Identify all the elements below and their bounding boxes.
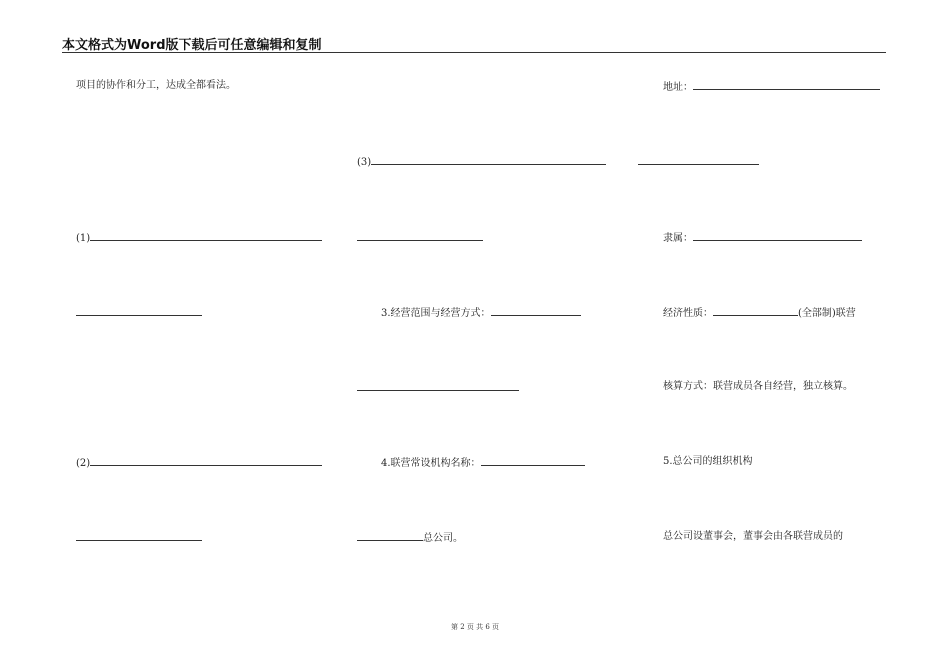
item-2-continuation: [76, 531, 202, 545]
item-2-continuation-blank: [76, 531, 202, 541]
economic-nature-suffix: (全部制)联营: [798, 308, 856, 319]
item-2-label: (2): [76, 458, 91, 469]
item-3-blank: [371, 155, 606, 165]
business-scope-line: [381, 306, 581, 320]
economic-nature-blank: [713, 306, 798, 316]
item-3-line: [357, 155, 606, 169]
item-1-label: (1): [76, 233, 91, 244]
affiliation-label: 隶属：: [663, 233, 693, 244]
economic-nature-label: 经济性质：: [663, 308, 713, 319]
item-1-line: [76, 231, 322, 245]
office-name-line: [381, 456, 585, 470]
document-header-title: 本文格式为Word版下载后可任意编辑和复制: [62, 38, 322, 53]
affiliation-line: [663, 231, 862, 245]
business-scope-continuation-blank: [357, 381, 519, 391]
business-scope-blank: [491, 306, 581, 316]
organization-heading: 5.总公司的组织机构: [663, 456, 753, 467]
item-3-continuation: [357, 231, 483, 245]
standalone-blank: [638, 155, 759, 165]
economic-nature-line: [663, 306, 856, 320]
item-2-line: [76, 456, 322, 470]
affiliation-blank: [693, 231, 862, 241]
blank-line-right-top: [638, 155, 759, 169]
company-name-line: [357, 531, 463, 545]
intro-text: 项目的协作和分工，达成全都看法。: [76, 80, 236, 91]
item-1-continuation: [76, 306, 202, 320]
item-1-blank: [90, 231, 322, 241]
address-blank: [693, 80, 880, 90]
board-text: 总公司设董事会，董事会由各联营成员的: [663, 531, 843, 542]
company-suffix: 总公司。: [423, 533, 463, 544]
header-divider: [62, 52, 886, 53]
business-scope-label: 3.经营范围与经营方式：: [381, 308, 491, 319]
item-2-blank: [90, 456, 322, 466]
address-line: [663, 80, 880, 94]
business-scope-continuation: [357, 381, 519, 395]
company-name-blank: [357, 531, 423, 541]
office-name-blank: [481, 456, 585, 466]
office-name-label: 4.联营常设机构名称：: [381, 458, 481, 469]
accounting-method-text: 核算方式：联营成员各自经营，独立核算。: [663, 381, 853, 392]
item-3-label: (3): [357, 157, 372, 168]
address-label: 地址：: [663, 82, 693, 93]
page-number: 第 2 页 共 6 页: [450, 623, 500, 631]
item-1-continuation-blank: [76, 306, 202, 316]
item-3-continuation-blank: [357, 231, 483, 241]
